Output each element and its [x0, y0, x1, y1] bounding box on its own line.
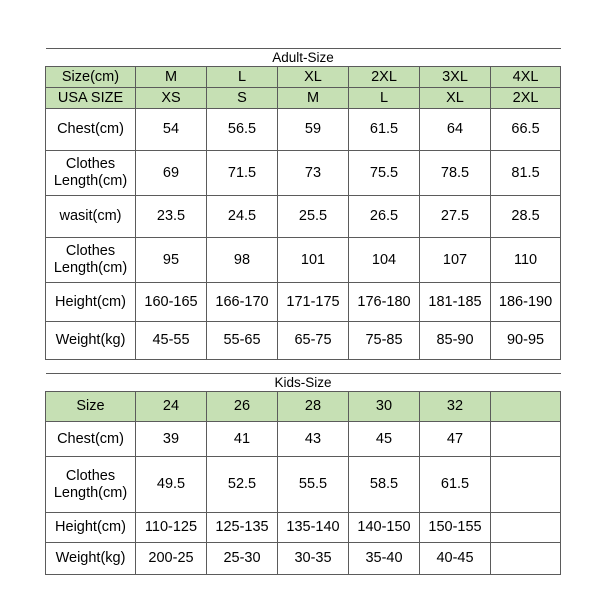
size-cell: 56.5 — [207, 109, 278, 151]
size-cell: 150-155 — [420, 513, 491, 543]
size-cell: M — [136, 67, 207, 88]
adult-measure-row — [46, 283, 561, 322]
row-label: Size — [46, 392, 136, 422]
kids-measure-row — [46, 457, 561, 513]
size-cell: L — [207, 67, 278, 88]
size-cell: 166-170 — [207, 283, 278, 322]
size-cell: S — [207, 88, 278, 109]
adult-measure-row — [46, 322, 561, 360]
adult-usa-size-row — [46, 88, 561, 109]
size-cell: 186-190 — [491, 283, 561, 322]
size-cell: 95 — [136, 238, 207, 283]
size-cell: 64 — [420, 109, 491, 151]
size-cell — [491, 422, 561, 457]
size-cell: 45-55 — [136, 322, 207, 360]
size-cell: 23.5 — [136, 196, 207, 238]
size-cell: 110-125 — [136, 513, 207, 543]
size-cell: 28.5 — [491, 196, 561, 238]
size-cell: XS — [136, 88, 207, 109]
size-cell: 59 — [278, 109, 349, 151]
size-cell: L — [349, 88, 420, 109]
row-label: Clothes Length(cm) — [46, 151, 136, 196]
row-label: Chest(cm) — [46, 422, 136, 457]
size-cell: 4XL — [491, 67, 561, 88]
size-cell: XL — [420, 88, 491, 109]
adult-measure-row — [46, 109, 561, 151]
size-cell: 107 — [420, 238, 491, 283]
kids-header-row — [46, 392, 561, 422]
size-cell: 30 — [349, 392, 420, 422]
size-cell: 32 — [420, 392, 491, 422]
size-cell: 35-40 — [349, 543, 420, 575]
size-cell: 2XL — [491, 88, 561, 109]
size-cell: 75.5 — [349, 151, 420, 196]
size-cell: 58.5 — [349, 457, 420, 513]
row-label: Size(cm) — [46, 67, 136, 88]
size-cell: 40-45 — [420, 543, 491, 575]
row-label: Weight(kg) — [46, 322, 136, 360]
size-cell: 47 — [420, 422, 491, 457]
row-label: Height(cm) — [46, 513, 136, 543]
adult-header-row — [46, 67, 561, 88]
size-cell: 25.5 — [278, 196, 349, 238]
size-cell: 61.5 — [420, 457, 491, 513]
row-label: USA SIZE — [46, 88, 136, 109]
size-cell: 160-165 — [136, 283, 207, 322]
size-cell: M — [278, 88, 349, 109]
kids-measure-row — [46, 422, 561, 457]
size-cell: 43 — [278, 422, 349, 457]
size-cell: 200-25 — [136, 543, 207, 575]
size-cell — [491, 392, 561, 422]
size-cell: 71.5 — [207, 151, 278, 196]
size-cell: 28 — [278, 392, 349, 422]
row-label: Height(cm) — [46, 283, 136, 322]
size-cell: 81.5 — [491, 151, 561, 196]
size-cell: 41 — [207, 422, 278, 457]
size-cell: 85-90 — [420, 322, 491, 360]
kids-title-row — [46, 374, 561, 392]
size-cell: 140-150 — [349, 513, 420, 543]
size-cell: 135-140 — [278, 513, 349, 543]
size-cell: 3XL — [420, 67, 491, 88]
adult-measure-row — [46, 238, 561, 283]
size-cell: 176-180 — [349, 283, 420, 322]
kids-measure-row — [46, 543, 561, 575]
size-cell — [491, 457, 561, 513]
size-cell: 61.5 — [349, 109, 420, 151]
adult-measure-row — [46, 151, 561, 196]
size-cell: 78.5 — [420, 151, 491, 196]
size-cell: 98 — [207, 238, 278, 283]
kids-size-table — [45, 373, 561, 575]
size-cell: 24.5 — [207, 196, 278, 238]
size-cell: 110 — [491, 238, 561, 283]
size-cell: 27.5 — [420, 196, 491, 238]
size-cell: 66.5 — [491, 109, 561, 151]
size-cell: 75-85 — [349, 322, 420, 360]
size-cell: 90-95 — [491, 322, 561, 360]
row-label: Weight(kg) — [46, 543, 136, 575]
size-cell: 69 — [136, 151, 207, 196]
kids-size-title: Kids-Size — [46, 374, 561, 392]
size-cell: 26.5 — [349, 196, 420, 238]
size-cell: 52.5 — [207, 457, 278, 513]
size-cell: 171-175 — [278, 283, 349, 322]
kids-measure-row — [46, 513, 561, 543]
row-label: Chest(cm) — [46, 109, 136, 151]
size-cell: 125-135 — [207, 513, 278, 543]
size-cell — [491, 543, 561, 575]
size-cell: 24 — [136, 392, 207, 422]
row-label: Clothes Length(cm) — [46, 238, 136, 283]
size-cell: 101 — [278, 238, 349, 283]
adult-title-row — [46, 49, 561, 67]
row-label: wasit(cm) — [46, 196, 136, 238]
size-cell — [491, 513, 561, 543]
size-cell: 25-30 — [207, 543, 278, 575]
size-cell: 55.5 — [278, 457, 349, 513]
size-cell: 54 — [136, 109, 207, 151]
size-cell: 104 — [349, 238, 420, 283]
size-cell: 30-35 — [278, 543, 349, 575]
adult-size-title: Adult-Size — [46, 49, 561, 67]
size-cell: 26 — [207, 392, 278, 422]
size-cell: 181-185 — [420, 283, 491, 322]
size-cell: 73 — [278, 151, 349, 196]
size-cell: 65-75 — [278, 322, 349, 360]
size-cell: XL — [278, 67, 349, 88]
size-cell: 55-65 — [207, 322, 278, 360]
size-cell: 2XL — [349, 67, 420, 88]
adult-measure-row — [46, 196, 561, 238]
row-label: Clothes Length(cm) — [46, 457, 136, 513]
size-cell: 45 — [349, 422, 420, 457]
adult-size-table — [45, 48, 561, 360]
size-cell: 39 — [136, 422, 207, 457]
size-cell: 49.5 — [136, 457, 207, 513]
